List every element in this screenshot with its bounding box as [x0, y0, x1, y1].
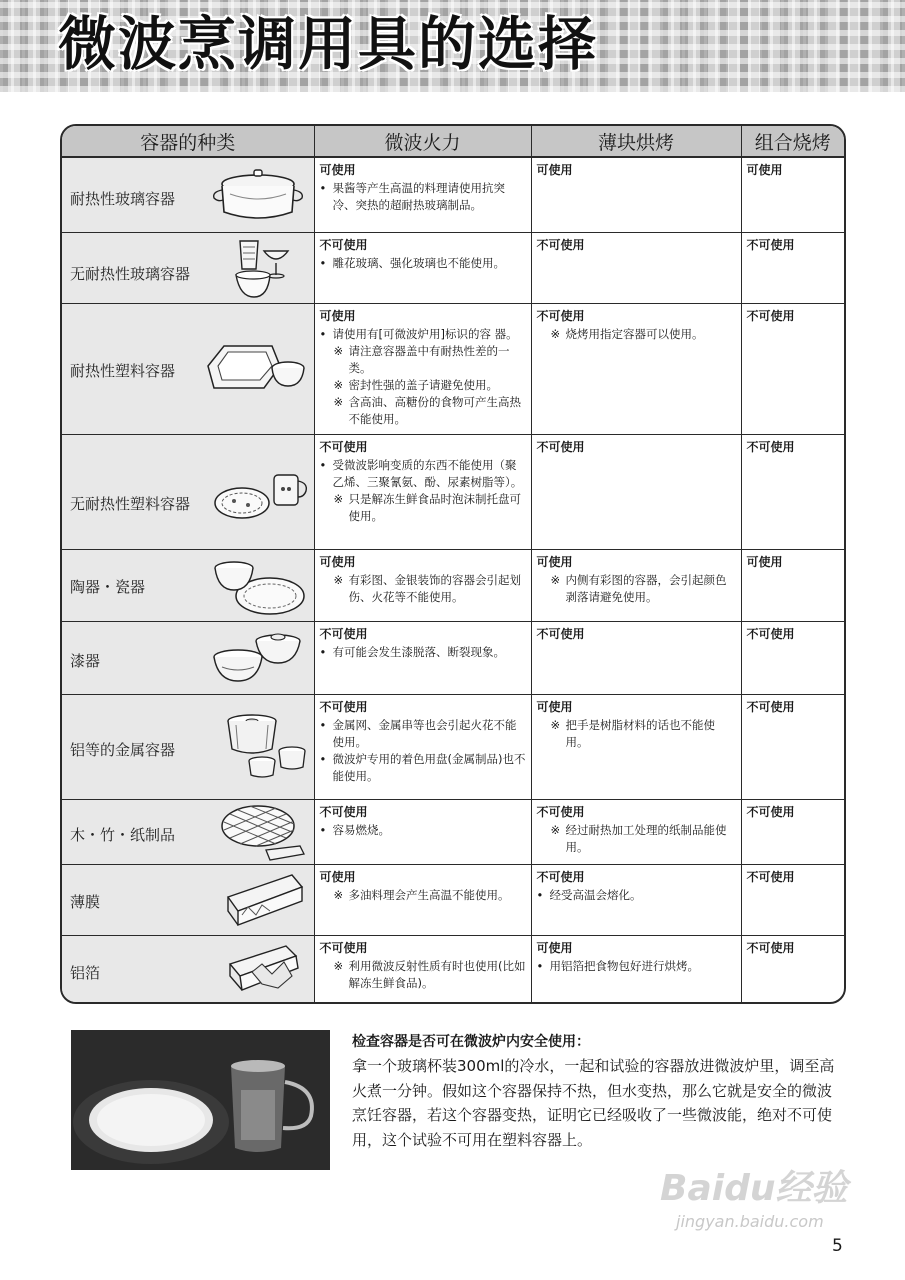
microwave-cell	[314, 621, 531, 694]
usage-note	[320, 394, 527, 428]
grill-cell-content	[532, 233, 741, 254]
usage-note	[537, 717, 737, 751]
microwave-cell	[314, 864, 531, 935]
note-text: 容易燃烧。	[332, 822, 390, 837]
grill-cell	[531, 621, 741, 694]
grill-cell-content	[532, 435, 741, 456]
note-text: 有可能会发生漆脱落、断裂现象。	[332, 644, 505, 659]
note-text: 有彩图、金银装饰的容器会引起划伤、火花等不能使用。	[348, 572, 521, 604]
type-cell	[62, 549, 314, 621]
note-marker: ※	[333, 887, 344, 902]
lacquer-bowl-icon	[208, 627, 308, 689]
column-header-type: 容器的种类	[62, 126, 314, 157]
note-text: 果酱等产生高温的料理请使用抗突冷、突热的超耐热玻璃制品。	[332, 181, 505, 212]
note-marker: •	[319, 751, 327, 766]
column-header-grill: 薄块烘烤	[531, 126, 741, 157]
note-text: 利用微波反射性质有时也使用(比如解冻生鲜食品)。	[348, 958, 526, 990]
grill-cell	[531, 434, 741, 549]
combo-cell	[741, 621, 844, 694]
type-name: 陶器・瓷器	[70, 577, 146, 596]
usage-status: 不可使用	[536, 626, 585, 641]
microwave-cell	[314, 303, 531, 434]
note-marker: •	[319, 717, 327, 732]
table-row	[62, 434, 844, 549]
watermark-url: jingyan.baidu.com	[676, 1212, 824, 1231]
combo-cell-content	[742, 158, 845, 179]
usage-status: 不可使用	[746, 699, 795, 714]
usage-note	[320, 887, 527, 904]
grill-cell	[531, 303, 741, 434]
microwave-cell	[314, 549, 531, 621]
usage-note	[320, 377, 527, 394]
combo-cell-content	[742, 435, 845, 456]
usage-status: 不可使用	[746, 439, 795, 454]
grill-cell-content	[532, 800, 741, 856]
microwave-cell-content	[315, 695, 531, 785]
usage-status: 可使用	[319, 869, 356, 884]
usage-note	[320, 343, 527, 377]
microwave-cell	[314, 799, 531, 864]
table-row	[62, 303, 844, 434]
note-marker: ※	[333, 343, 344, 358]
usage-status: 可使用	[536, 699, 573, 714]
note-marker: ※	[333, 491, 344, 506]
note-marker: •	[319, 181, 327, 195]
combo-cell-content	[742, 695, 845, 716]
grill-cell	[531, 232, 741, 303]
usage-note	[320, 751, 527, 785]
usage-status: 不可使用	[536, 237, 585, 252]
grill-cell	[531, 935, 741, 1004]
plastic-plate-mug-icon	[212, 469, 308, 525]
usage-note	[537, 572, 737, 606]
table-row	[62, 694, 844, 799]
note-marker: •	[319, 255, 327, 270]
usage-note	[320, 822, 527, 839]
note-text: 经受高温会熔化。	[549, 887, 642, 902]
usage-status: 不可使用	[319, 699, 368, 714]
type-cell	[62, 799, 314, 864]
note-text: 把手是树脂材料的话也不能使用。	[565, 717, 715, 749]
usage-status: 不可使用	[746, 626, 795, 641]
table-row	[62, 549, 844, 621]
casserole-icon	[208, 164, 308, 226]
grill-cell-content	[532, 304, 741, 343]
column-header-combo: 组合烧烤	[741, 126, 844, 157]
grill-cell-content	[532, 936, 741, 975]
type-name: 无耐热性塑料容器	[70, 494, 191, 513]
foil-roll-icon	[222, 942, 308, 998]
usage-note	[537, 887, 737, 904]
usage-note	[320, 958, 527, 992]
table-row	[62, 232, 844, 303]
type-name: 漆器	[70, 651, 101, 670]
metal-mold-icon	[222, 711, 308, 781]
microwave-cell	[314, 157, 531, 232]
note-text: 密封性强的盖子请避免使用。	[348, 377, 498, 392]
grill-cell	[531, 799, 741, 864]
note-marker: •	[319, 822, 327, 837]
note-text: 受微波影响变质的东西不能使用（聚乙烯、三聚氰氨、酚、尿素树脂等）。	[332, 457, 523, 489]
usage-status: 可使用	[319, 308, 356, 323]
container-table	[60, 124, 846, 1004]
usage-status: 不可使用	[536, 869, 585, 884]
combo-cell	[741, 303, 844, 434]
test-body: 拿一个玻璃杯装300ml的冷水，一起和试验的容器放进微波炉里，调至高火煮一分钟。假如这个容器保持不热，但水变热，那么它就是安全的微波烹饪容器，若这个容器变热，证明它已经吸收了一些微波能，绝对不可使用，这个试验不可用在塑料容器上。	[352, 1057, 835, 1149]
watermark-brand: Baidu经验	[660, 1168, 848, 1209]
test-photo	[71, 1030, 330, 1170]
ceramic-bowl-plate-icon	[210, 554, 308, 618]
type-cell	[62, 157, 314, 232]
microwave-cell-content	[315, 158, 531, 214]
type-cell	[62, 935, 314, 1004]
usage-status: 不可使用	[319, 626, 368, 641]
note-text: 内侧有彩图的容器，会引起颜色剥落请避免使用。	[565, 572, 727, 604]
usage-status: 可使用	[319, 163, 356, 177]
type-name: 铝等的金属容器	[70, 740, 176, 759]
microwave-cell-content	[315, 622, 531, 661]
note-text: 请注意容器盖中有耐热性差的一类。	[348, 343, 510, 375]
type-name: 无耐热性玻璃容器	[70, 264, 191, 283]
note-marker: •	[536, 958, 544, 973]
watermark	[660, 1160, 860, 1240]
usage-note	[320, 491, 527, 525]
usage-note	[537, 822, 737, 856]
table-row	[62, 621, 844, 694]
combo-cell	[741, 694, 844, 799]
note-text: 经过耐热加工处理的纸制品能使用。	[565, 822, 727, 854]
combo-cell	[741, 799, 844, 864]
usage-status: 不可使用	[319, 940, 368, 955]
note-text: 只是解冻生鲜食品时泡沫制托盘可使用。	[348, 491, 521, 523]
note-text: 烧烤用指定容器可以使用。	[565, 326, 704, 341]
usage-status: 不可使用	[536, 308, 585, 323]
usage-status: 可使用	[536, 163, 573, 177]
note-text: 雕花玻璃、强化玻璃也不能使用。	[332, 255, 505, 270]
usage-note	[537, 326, 737, 343]
combo-cell	[741, 935, 844, 1004]
usage-status: 不可使用	[536, 439, 585, 454]
test-title: 检查容器是否可在微波炉内安全使用：	[352, 1034, 590, 1050]
note-marker: ※	[550, 572, 561, 587]
usage-status: 不可使用	[319, 804, 368, 819]
usage-status: 不可使用	[319, 439, 368, 454]
note-text: 用铝箔把食物包好进行烘烤。	[549, 958, 699, 973]
usage-status: 不可使用	[746, 804, 795, 819]
usage-status: 可使用	[746, 554, 783, 569]
usage-status: 不可使用	[319, 237, 368, 252]
note-marker: ※	[550, 326, 561, 341]
note-marker: •	[319, 326, 327, 341]
note-marker: ※	[333, 958, 344, 973]
note-text: 金属网、金属串等也会引起火花不能使用。	[332, 717, 517, 749]
type-name: 铝箔	[70, 963, 101, 982]
combo-cell-content	[742, 550, 845, 571]
combo-cell-content	[742, 865, 845, 886]
combo-cell	[741, 157, 844, 232]
usage-status: 不可使用	[746, 940, 795, 955]
usage-note	[320, 644, 527, 661]
bamboo-basket-icon	[216, 802, 308, 862]
type-cell	[62, 621, 314, 694]
type-name: 薄膜	[70, 892, 101, 911]
grill-cell-content	[532, 865, 741, 904]
microwave-cell	[314, 935, 531, 1004]
note-text: 请使用有[可微波炉用]标识的容 器。	[332, 326, 518, 341]
usage-status: 可使用	[536, 940, 573, 955]
table-row	[62, 935, 844, 1004]
type-name: 耐热性玻璃容器	[70, 190, 176, 208]
note-marker: •	[319, 644, 327, 659]
usage-status: 可使用	[319, 554, 356, 569]
grill-cell	[531, 157, 741, 232]
grill-cell-content	[532, 622, 741, 643]
usage-note	[320, 180, 527, 214]
page-title: 微波烹调用具的选择	[58, 10, 599, 78]
microwave-cell-content	[315, 865, 531, 904]
note-marker: ※	[333, 377, 344, 392]
table-row	[62, 864, 844, 935]
usage-status: 不可使用	[536, 804, 585, 819]
usage-status: 可使用	[536, 554, 573, 569]
combo-cell-content	[742, 233, 845, 254]
usage-note	[537, 958, 737, 975]
glassware-icon	[230, 235, 308, 301]
note-marker: ※	[333, 394, 344, 409]
grill-cell	[531, 864, 741, 935]
combo-cell	[741, 864, 844, 935]
grill-cell	[531, 694, 741, 799]
usage-note	[320, 326, 527, 343]
usage-status: 不可使用	[746, 308, 795, 323]
note-marker: •	[536, 887, 544, 902]
note-marker: ※	[550, 717, 561, 732]
type-cell	[62, 434, 314, 549]
microwave-cell	[314, 232, 531, 303]
page-number: 5	[832, 1236, 843, 1256]
microwave-cell	[314, 694, 531, 799]
grill-cell-content	[532, 550, 741, 606]
combo-cell	[741, 232, 844, 303]
usage-note	[320, 572, 527, 606]
type-cell	[62, 232, 314, 303]
film-roll-icon	[222, 871, 308, 929]
microwave-cell-content	[315, 233, 531, 272]
microwave-cell-content	[315, 550, 531, 606]
combo-cell	[741, 434, 844, 549]
usage-note	[320, 255, 527, 272]
type-name: 耐热性塑料容器	[70, 361, 176, 380]
note-marker: •	[319, 457, 327, 472]
table-row	[62, 157, 844, 232]
usage-status: 可使用	[746, 163, 783, 177]
note-marker: ※	[550, 822, 561, 837]
usage-note	[320, 717, 527, 751]
microwave-cell-content	[315, 304, 531, 428]
note-marker: ※	[333, 572, 344, 587]
microwave-cell	[314, 434, 531, 549]
usage-status: 不可使用	[746, 237, 795, 252]
grill-cell	[531, 549, 741, 621]
type-cell	[62, 864, 314, 935]
grill-cell-content	[532, 695, 741, 751]
table-header-row	[62, 126, 844, 157]
plastic-container-icon	[204, 338, 308, 396]
usage-status: 不可使用	[746, 869, 795, 884]
note-text: 微波炉专用的着色用盘(金属制品)也不能使用。	[332, 751, 526, 783]
microwave-cell-content	[315, 435, 531, 525]
combo-cell-content	[742, 622, 845, 643]
note-text: 多油料理会产生高温不能使用。	[348, 887, 510, 902]
note-text: 含高油、高糖份的食物可产生高热不能使用。	[348, 394, 521, 426]
column-header-microwave: 微波火力	[314, 126, 531, 157]
combo-cell-content	[742, 936, 845, 957]
combo-cell	[741, 549, 844, 621]
microwave-cell-content	[315, 936, 531, 992]
microwave-cell-content	[315, 800, 531, 839]
grill-cell-content	[532, 158, 741, 179]
combo-cell-content	[742, 800, 845, 821]
usage-note	[320, 457, 527, 491]
type-cell	[62, 694, 314, 799]
table-row	[62, 799, 844, 864]
combo-cell-content	[742, 304, 845, 325]
type-name: 木・竹・纸制品	[70, 825, 176, 844]
type-cell	[62, 303, 314, 434]
